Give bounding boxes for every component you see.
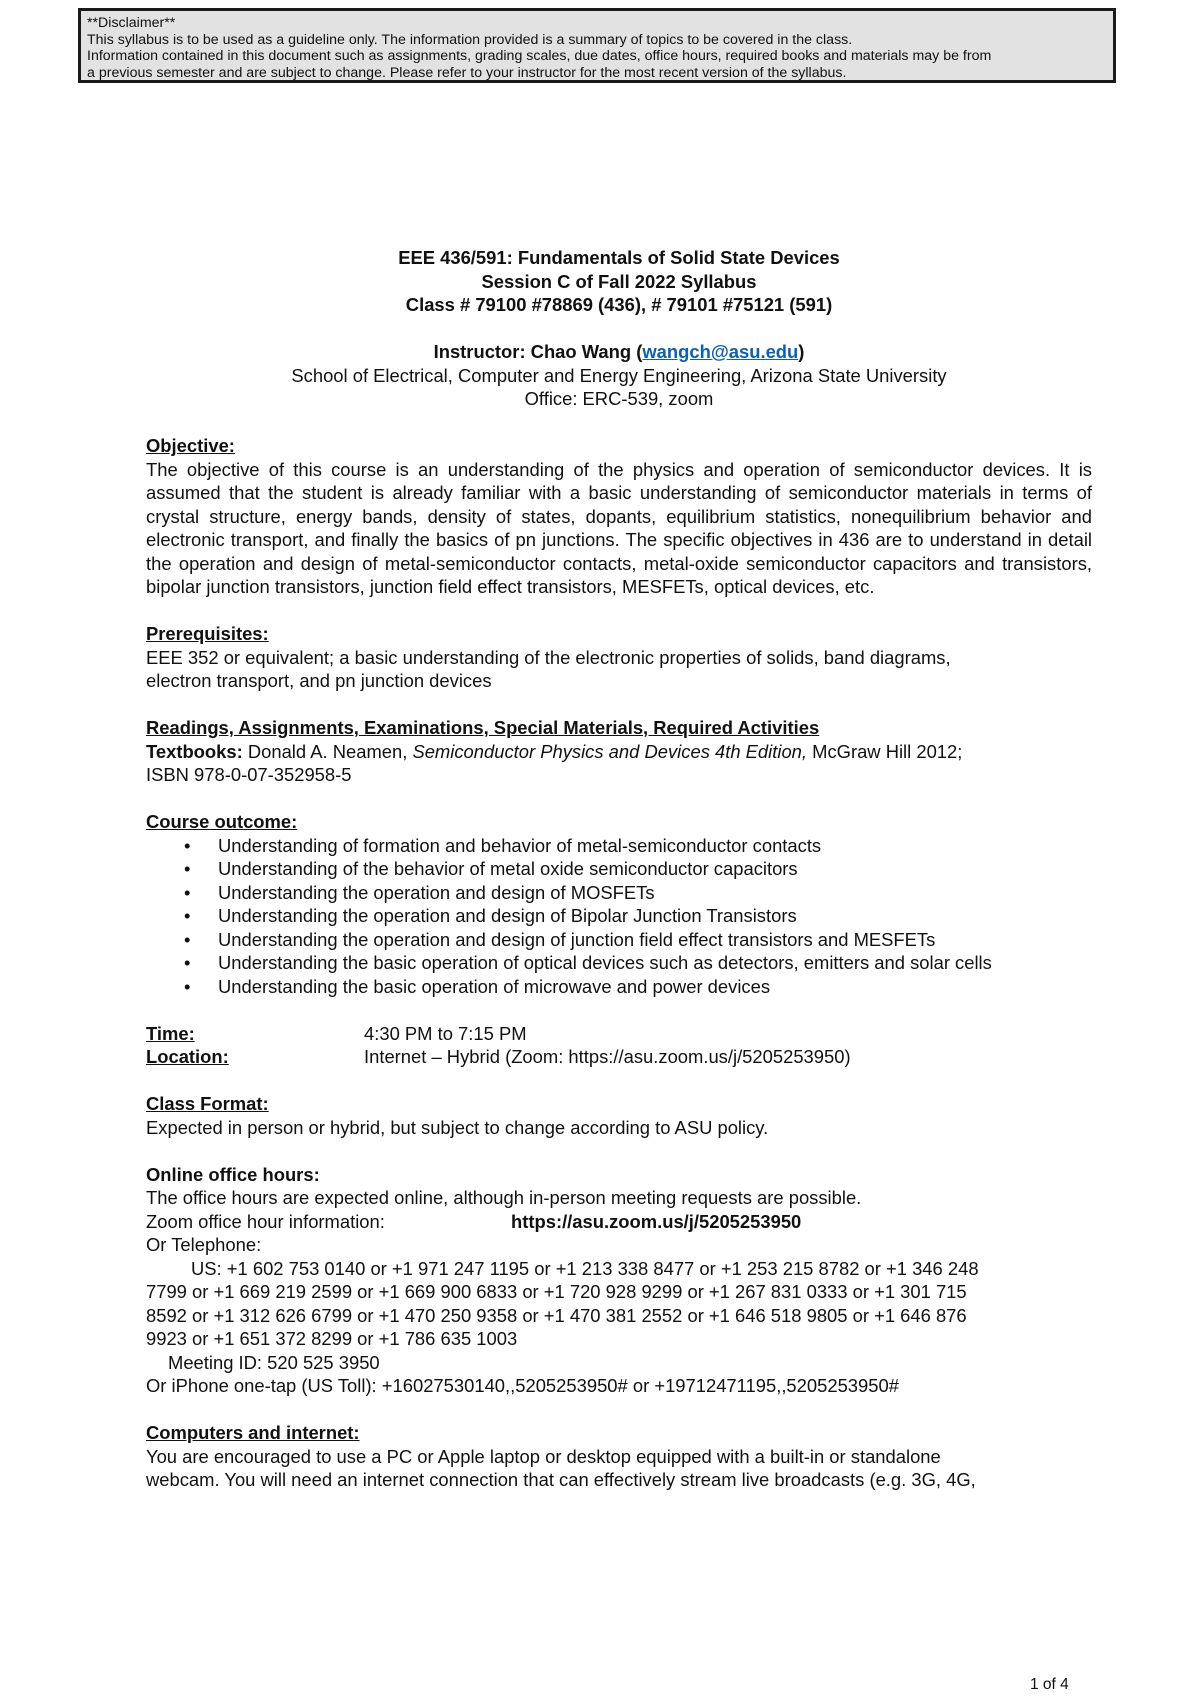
time-label: Time: (146, 1022, 195, 1044)
prerequisites-heading: Prerequisites: (146, 623, 269, 644)
disclaimer-line: a previous semester and are subject to change. Please refer to your instructor for the most recent version of the syllabus. (87, 64, 847, 81)
outcome-text: Understanding the operation and design of Bipolar Junction Transistors (218, 905, 797, 926)
office-hours-text: The office hours are expected online, although in-person meeting requests are possible. (146, 1187, 862, 1208)
syllabus-body (146, 246, 1092, 1492)
disclaimer-line: Information contained in this document such as assignments, grading scales, due dates, office hours, required books and materials may be from (87, 48, 992, 64)
phone-numbers: 9923 or +1 651 372 8299 or +1 786 635 1003 (146, 1328, 518, 1349)
bullet-icon: • (184, 975, 191, 997)
objective-text: The objective of this course is an understanding of the physics and operation of semiconductor devices. It is assumed that the student is already familiar with a basic understanding of semiconductor materials in terms of crystal structure, energy bands, density of states, dopants, equilibrium statistics, nonequilibrium behavior and electronic transport, and finally the basics of pn junctions. The specific objectives in 436 are to understand in detail the operation and design of metal-semiconductor contacts, metal-oxide semiconductor capacitors and transistors, bipolar junction transistors, junction field effect transistors, MESFETs, optical devices, etc. (146, 458, 1092, 597)
computers-text: You are encouraged to use a PC or Apple laptop or desktop equipped with a built-in or standalone (146, 1445, 941, 1467)
list-item (146, 975, 1092, 999)
outcome-text: Understanding the operation and design of MOSFETs (218, 881, 655, 903)
bullet-icon: • (184, 858, 191, 879)
meeting-id: Meeting ID: 520 525 3950 (168, 1351, 380, 1373)
list-item (146, 857, 1092, 881)
iphone-one-tap: Or iPhone one-tap (US Toll): +16027530140,,5205253950# or +19712471195,,5205253950# (146, 1375, 899, 1396)
office-location: Office: ERC-539, zoom (524, 388, 714, 409)
zoom-link[interactable]: https://asu.zoom.us/j/5205253950 (511, 1210, 802, 1232)
time-value: 4:30 PM to 7:15 PM (364, 1022, 527, 1044)
location-label: Location: (146, 1046, 229, 1067)
course-title: EEE 436/591: Fundamentals of Solid State Devices (398, 247, 840, 268)
list-item (146, 951, 1092, 975)
bullet-icon: • (184, 952, 191, 973)
bullet-icon: • (184, 834, 191, 856)
bullet-icon: • (184, 905, 191, 926)
class-format-heading: Class Format: (146, 1093, 269, 1114)
outcomes-list (146, 834, 1092, 999)
computers-heading: Computers and internet: (146, 1422, 360, 1443)
phone-numbers: US: +1 602 753 0140 or +1 971 247 1195 or +1 213 338 8477 or +1 253 215 8782 or +1 346 248 (191, 1257, 979, 1279)
disclaimer-title: **Disclaimer** (87, 15, 176, 31)
office-hours-heading: Online office hours: (146, 1163, 320, 1185)
list-item (146, 904, 1092, 928)
textbook-publisher: McGraw Hill 2012; (807, 740, 963, 762)
class-format-text: Expected in person or hybrid, but subject to change according to ASU policy. (146, 1116, 769, 1138)
list-item (146, 834, 1092, 858)
objective-heading: Objective: (146, 435, 235, 456)
textbook-author: Donald A. Neamen, (242, 740, 413, 762)
prerequisites-text: electron transport, and pn junction devices (146, 670, 492, 691)
prerequisites-text: EEE 352 or equivalent; a basic understanding of the electronic properties of solids, band diagrams, (146, 646, 951, 668)
textbook-line (146, 740, 1092, 764)
instructor-label: Instructor: Chao Wang ( (433, 341, 643, 362)
outcome-text: Understanding of formation and behavior of metal-semiconductor contacts (218, 834, 822, 856)
disclaimer-box (78, 8, 1116, 83)
outcome-text: Understanding of the behavior of metal oxide semiconductor capacitors (218, 858, 798, 879)
bullet-icon: • (184, 881, 191, 903)
location-value: Internet – Hybrid (Zoom: https://asu.zoom.us/j/5205253950) (364, 1046, 851, 1067)
textbook-isbn: ISBN 978-0-07-352958-5 (146, 764, 352, 785)
outcome-text: Understanding the basic operation of microwave and power devices (218, 975, 771, 997)
time-row (146, 1022, 1092, 1046)
zoom-info-row (146, 1210, 1092, 1234)
phone-numbers: 8592 or +1 312 626 6799 or +1 470 250 9358 or +1 470 381 2552 or +1 646 518 9805 or +1 646 876 (146, 1304, 967, 1326)
outcome-text: Understanding the operation and design of junction field effect transistors and MESFETs (218, 928, 936, 950)
textbooks-label: Textbooks: (146, 740, 243, 762)
bullet-icon: • (184, 928, 191, 950)
class-numbers: Class # 79100 #78869 (436), # 79101 #75121 (591) (405, 294, 833, 315)
list-item (146, 881, 1092, 905)
session-title: Session C of Fall 2022 Syllabus (481, 270, 757, 292)
zoom-info-label: Zoom office hour information: (146, 1210, 385, 1232)
school-name: School of Electrical, Computer and Energy Engineering, Arizona State University (291, 364, 947, 386)
computers-text: webcam. You will need an internet connection that can effectively stream live broadcasts (e.g. 3G, 4G, (146, 1469, 976, 1490)
instructor-email-link[interactable]: wangch@asu.edu (642, 341, 799, 362)
instructor-line (146, 340, 1092, 364)
readings-heading: Readings, Assignments, Examinations, Special Materials, Required Activities (146, 717, 820, 738)
location-row (146, 1045, 1092, 1069)
outcomes-heading: Course outcome: (146, 811, 298, 832)
instructor-close: ) (798, 341, 805, 362)
outcome-text: Understanding the basic operation of optical devices such as detectors, emitters and solar cells (218, 952, 992, 973)
list-item (146, 928, 1092, 952)
phone-numbers: 7799 or +1 669 219 2599 or +1 669 900 6833 or +1 720 928 9299 or +1 267 831 0333 or +1 301 715 (146, 1281, 967, 1302)
disclaimer-line: This syllabus is to be used as a guideline only. The information provided is a summary of topics to be covered in the class. (87, 31, 853, 48)
telephone-label: Or Telephone: (146, 1234, 262, 1255)
textbook-title: Semiconductor Physics and Devices 4th Edition, (412, 740, 808, 762)
page-number: 1 of 4 (1030, 1676, 1069, 1693)
